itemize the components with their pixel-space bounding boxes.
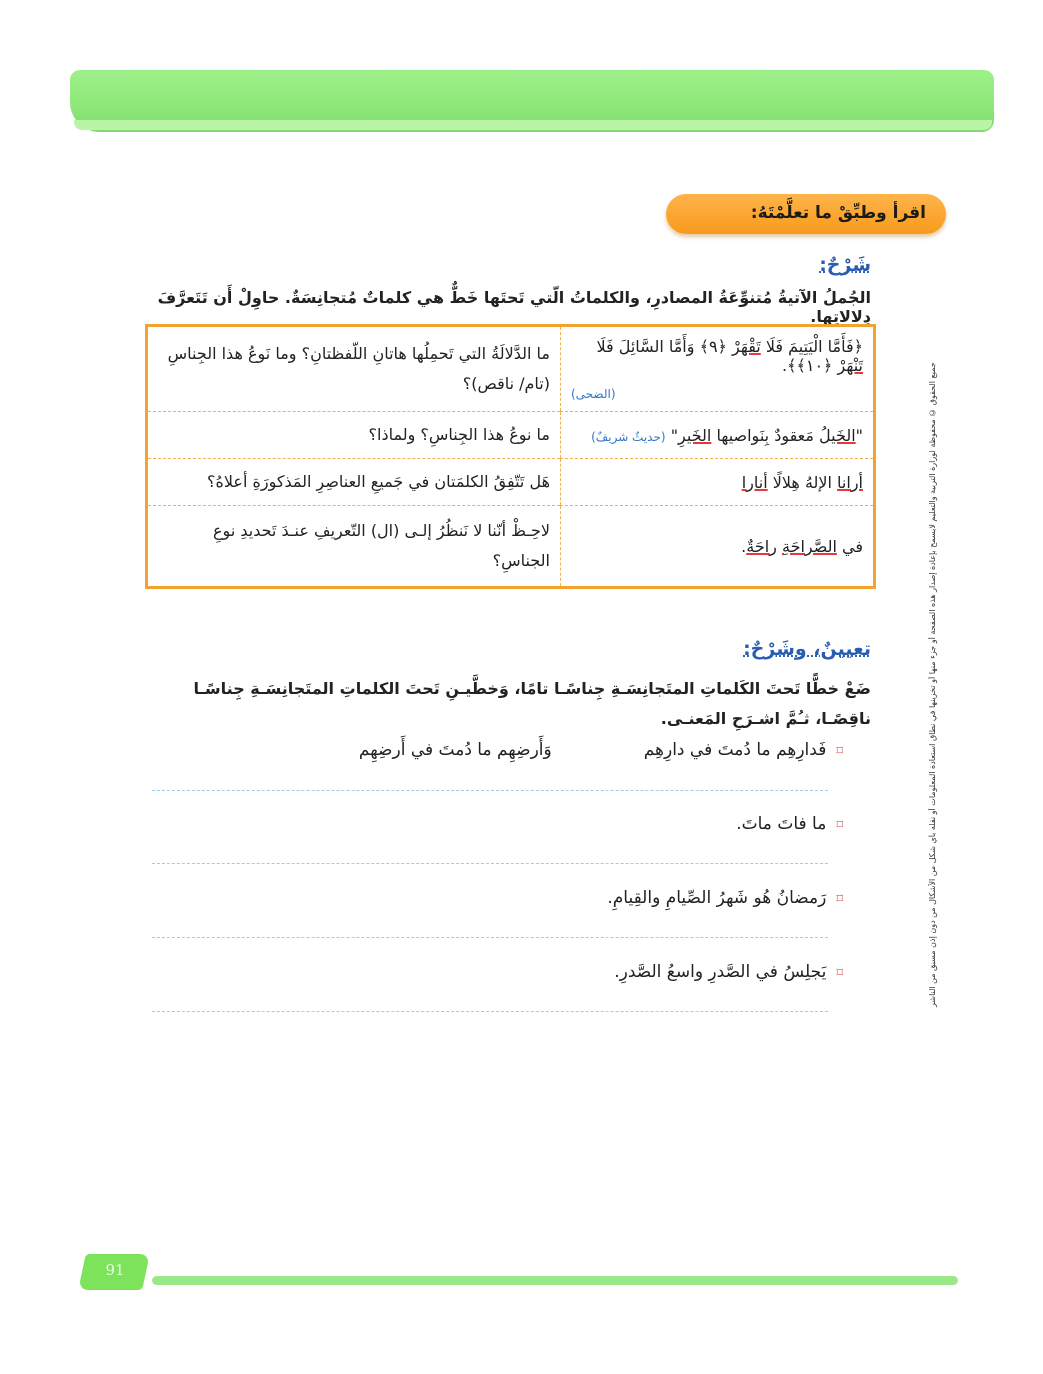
exercise-text-a: يَجلِسُ في الصَّدرِ واسعُ الصَّدرِ.	[614, 962, 827, 982]
answer-line	[152, 863, 828, 864]
example-text-pre: ﴿فَأَمَّا الْيَتِيمَ فَلَا	[760, 336, 863, 356]
bullet-icon: ⌑	[836, 818, 843, 833]
top-header-band-lip	[74, 120, 992, 130]
table-row	[147, 506, 875, 588]
part1-heading: شَرْحٌ:	[819, 254, 871, 276]
example-cell	[561, 412, 875, 459]
examples-table	[145, 324, 876, 589]
similar-word-1: تَقْهَرْ	[732, 336, 761, 356]
similar-word-2: الخَيرِ	[678, 425, 712, 445]
page-number: 91	[105, 1261, 125, 1279]
example-text-mid: ﴿٩﴾ وَأَمَّا السَّائِلَ فَلَا	[596, 336, 732, 356]
question-cell: ما الدَّلالَةُ التي تَحمِلُها هاتانِ اللّفظتانِ؟ وما نَوعُ هذا الجِناسِ (تام/ ناقص)؟	[147, 326, 561, 412]
exercise-text-b: وَأَرضِهِم ما دُمتَ في أَرضِهِم	[358, 740, 552, 760]
example-text-post: .	[741, 536, 747, 556]
example-cell	[561, 326, 875, 412]
part2-instruction: ضَعْ خطًّا تَحتَ الكَلماتِ المتَجانِسَـةِ جِناسًـا تامًا، وَخطَّيـنِ تَحتَ الكلماتِ المتَجانِسَـةِ جِناسًـا ناقِصًـا، ثـُمَّ اشـرَحِ المَعنـى.	[193, 679, 871, 728]
example-cell	[561, 459, 875, 506]
example-text-pre: في	[836, 536, 863, 556]
section-title: اقرأ وطبِّقْ ما تعلَّمْتَهُ:	[750, 203, 926, 223]
question-cell: هَل تَتّفِقُ الكلمَتان في جَميعِ العناصِرِ المَذكورَةِ أعلاهُ؟	[147, 459, 561, 506]
table-row	[147, 459, 875, 506]
example-text-post: "	[670, 425, 679, 445]
part2-heading: تعيينٌ، وشَرْحٌ:	[743, 638, 871, 660]
example-text-pre: "	[855, 425, 863, 445]
exercise-text-a: فَدارِهِم ما دُمتَ في دارِهِم	[643, 740, 827, 760]
bullet-icon: ⌑	[836, 744, 843, 759]
example-cell	[561, 506, 875, 588]
example-text-mid: مَعقودٌ بِنَواصيها	[711, 425, 820, 445]
copyright-side-note: جميع الحقوق © محفوظة لوزارة التربية والتعليم لايسمح بإعادة إصدار هذه الصفحة أو جزء منها أو تخزينها في نطاق استعادة المعلومات أو نقله بأي شكل من الأشكال من دون إذن مسبق من الناشر	[928, 362, 937, 1008]
bullet-icon: ⌑	[836, 892, 843, 907]
part1-instruction: الجُملُ الآتيةُ مُتنوِّعَةُ المصادرِ، والكلماتُ الّتي تَحتَها خَطٌّ هي كلماتٌ مُتجانِسَةٌ. حاوِلْ أَن تَتَعرَّفَ دِلالاتِها.	[157, 288, 871, 326]
table-row	[147, 326, 875, 412]
question-cell: لاحِـظْ أنّنا لا نَنظُرُ إلـى (ال) التّعريفِ عنـدَ تَحديدِ نوعِ الجناسِ؟	[147, 506, 561, 588]
bullet-icon: ⌑	[836, 966, 843, 981]
question-cell: ما نوعُ هذا الجِناسِ؟ ولماذا؟	[147, 412, 561, 459]
footer-bar	[152, 1276, 958, 1285]
exercise-item	[203, 740, 843, 760]
table-row	[147, 412, 875, 459]
answer-line	[152, 1011, 828, 1012]
example-text-mid: الإلهُ هِلالًا	[767, 472, 838, 492]
section-title-pill	[666, 194, 946, 234]
answer-line	[152, 937, 828, 938]
example-text-post: ﴿١٠﴾﴾.	[782, 355, 838, 375]
similar-word-1: أرانا	[837, 472, 863, 492]
example-source: (الضحى)	[571, 386, 616, 401]
example-source: (حديثٌ شريفٌ)	[591, 429, 666, 444]
exercise-item	[736, 814, 843, 834]
answer-line	[152, 790, 828, 791]
exercise-text-a: ما فاتَ ماتَ.	[736, 814, 827, 834]
exercise-text-a: رَمضانُ هُو شَهرُ الصِّيامِ والقِيامِ.	[607, 888, 827, 908]
similar-word-1: الخَيلُ	[819, 425, 856, 445]
similar-word-2: أنارا	[741, 472, 768, 492]
exercise-item	[614, 962, 843, 982]
exercise-item	[607, 888, 843, 908]
similar-word-2: تَنْهَرْ	[837, 355, 863, 375]
similar-word-2: راحَةٌ	[746, 536, 777, 556]
similar-word-1: الصَّراحَةِ	[781, 536, 837, 556]
